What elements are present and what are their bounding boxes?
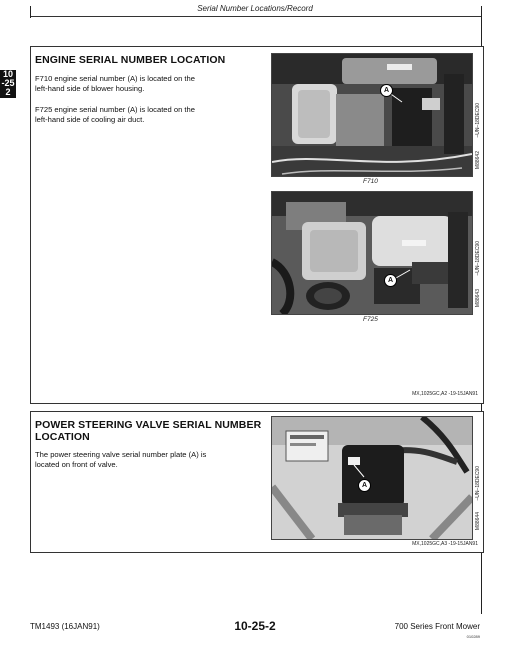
photo2-code-top: –UN–18DEC90 [475, 241, 481, 276]
photo1-code-bottom: M88642 [475, 151, 481, 170]
valve-text [35, 450, 206, 470]
engine-f710-photo [271, 53, 473, 177]
engine-f710-line2: left-hand side of blower housing. [35, 84, 145, 93]
engine-f725-photo [271, 191, 473, 315]
valve-section-title [35, 419, 261, 443]
engine-f710-line1: F710 engine serial number (A) is located on the [35, 74, 195, 83]
engine-f725-line2: left-hand side of cooling air duct. [35, 115, 145, 124]
photo2-callout-a: A [384, 274, 397, 287]
valve-title-line1: POWER STEERING VALVE SERIAL NUMBER [35, 419, 262, 431]
valve-photo-code-bottom: M88644 [475, 512, 481, 531]
engine-f725-line1: F725 engine serial number (A) is located on the [35, 105, 195, 114]
photo1-code-top: –UN–18DEC90 [475, 103, 481, 138]
engine-section-title: ENGINE SERIAL NUMBER LOCATION [35, 54, 226, 66]
footer-product-name: 700 Series Front Mower [394, 622, 480, 631]
chapter-tab [0, 70, 16, 98]
footer-page-number: 10-25-2 [234, 619, 276, 633]
chapter-tab-mid: -25 [1, 78, 15, 88]
valve-title-line2: LOCATION [35, 431, 90, 443]
footer-small-code: 010289 [466, 634, 480, 639]
engine-serial-section [30, 46, 484, 404]
photo2-caption: F725 [363, 316, 378, 323]
chapter-tab-top: 10 [2, 69, 13, 79]
valve-photo-code-top: –UN–18DEC90 [475, 466, 481, 501]
page-header-title: Serial Number Locations/Record [197, 4, 313, 13]
engine-section-ref: MX,1025GC,A2 -19-15JAN91 [412, 391, 478, 397]
photo1-caption: F710 [363, 178, 378, 185]
photo1-callout-a: A [380, 84, 393, 97]
valve-line1: The power steering valve serial number plate (A) is [35, 450, 207, 459]
engine-f710-text [35, 74, 195, 94]
chapter-tab-bottom: 2 [5, 87, 11, 97]
engine-f725-text [35, 105, 195, 125]
valve-photo-callout-a: A [358, 479, 371, 492]
photo2-code-bottom: M88643 [475, 289, 481, 308]
valve-photo [271, 416, 473, 540]
header-rule [30, 16, 482, 17]
valve-section-ref: MX,1025GC,A3 -19-15JAN91 [412, 541, 478, 547]
valve-line2: located on front of valve. [35, 460, 118, 469]
valve-serial-section [30, 411, 484, 553]
left-margin-line-top [30, 6, 31, 18]
footer-manual-id: TM1493 (16JAN91) [30, 622, 100, 631]
